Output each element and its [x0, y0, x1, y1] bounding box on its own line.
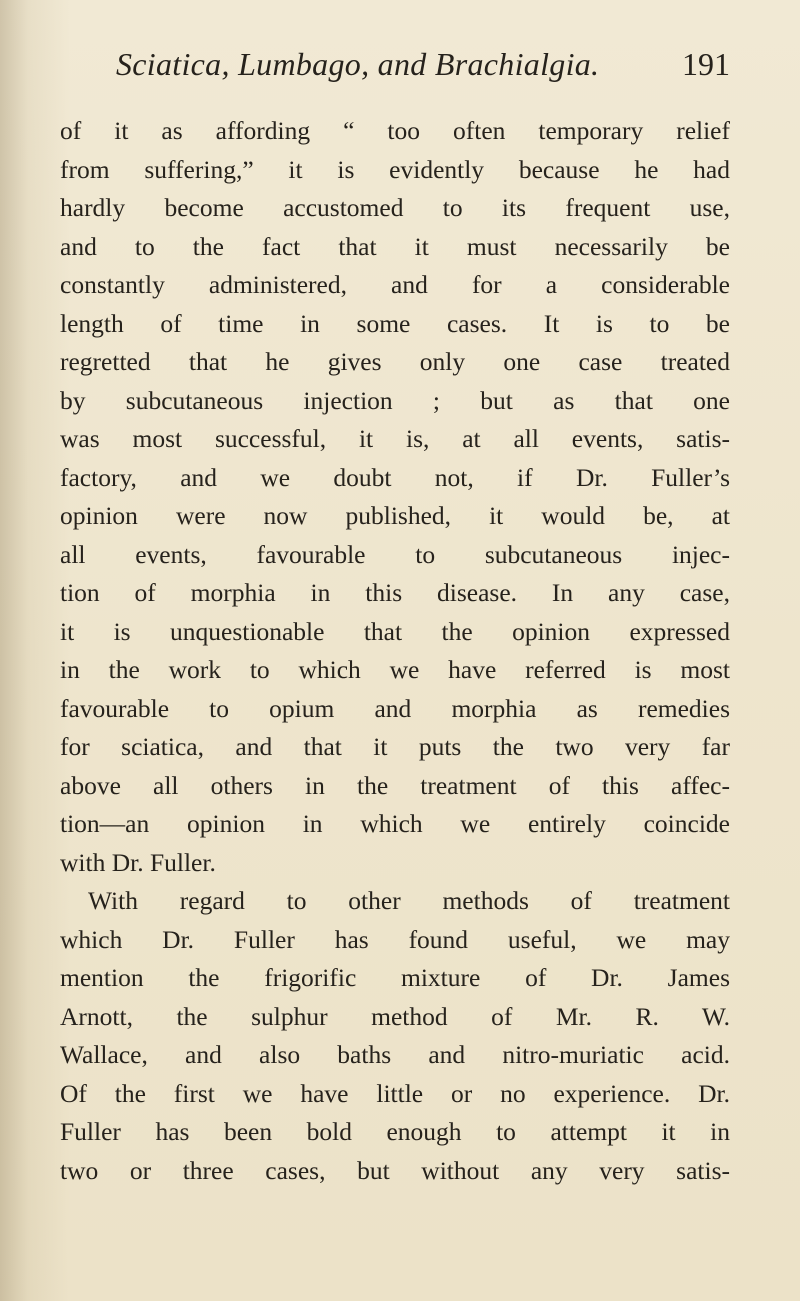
text-line: opinion were now published, it would be, at: [60, 501, 730, 530]
text-line: above all others in the treatment of this affec-: [60, 770, 730, 800]
running-head: Sciatica, Lumbago, and Brachialgia.: [116, 46, 600, 82]
body-text: [60, 112, 730, 1190]
text-line: Of the first we have little or no experience. Dr.: [60, 1078, 730, 1108]
text-line: tion—an opinion in which we entirely coincide: [60, 809, 730, 838]
text-line: favourable to opium and morphia as remedies: [60, 693, 730, 723]
text-line: in the work to which we have referred is most: [60, 655, 730, 684]
text-line: mention the frigorific mixture of Dr. James: [60, 963, 730, 992]
text-line: of it as affording “ too often temporary relief: [60, 116, 730, 145]
text-line: hardly become accustomed to its frequent use,: [60, 193, 730, 222]
text-line: factory, and we doubt not, if Dr. Fuller’s: [60, 462, 730, 492]
text-line: two or three cases, but without any very satis-: [60, 1155, 730, 1185]
paragraph-end-line: with Dr. Fuller.: [60, 847, 216, 877]
text-line: Arnott, the sulphur method of Mr. R. W.: [60, 1001, 730, 1031]
text-line: Fuller has been bold enough to attempt it in: [60, 1117, 730, 1146]
text-line: it is unquestionable that the opinion expressed: [60, 616, 730, 646]
page-header: [60, 46, 730, 96]
text-line: all events, favourable to subcutaneous injec-: [60, 539, 730, 569]
text-line: by subcutaneous injection ; but as that one: [60, 385, 730, 415]
paragraph-start-line: With regard to other methods of treatment: [88, 886, 730, 915]
text-line: regretted that he gives only one case treated: [60, 347, 730, 376]
page-number: 191: [682, 46, 730, 82]
text-line: and to the fact that it must necessarily be: [60, 231, 730, 261]
text-line: constantly administered, and for a considerable: [60, 270, 730, 299]
text-line: from suffering,” it is evidently because he had: [60, 154, 730, 184]
text-line: which Dr. Fuller has found useful, we may: [60, 924, 730, 954]
text-line: Wallace, and also baths and nitro-muriatic acid.: [60, 1040, 730, 1069]
text-line: length of time in some cases. It is to be: [60, 308, 730, 338]
text-line: was most successful, it is, at all events, satis-: [60, 424, 730, 453]
text-line: tion of morphia in this disease. In any case,: [60, 578, 730, 607]
text-line: for sciatica, and that it puts the two very far: [60, 732, 730, 761]
